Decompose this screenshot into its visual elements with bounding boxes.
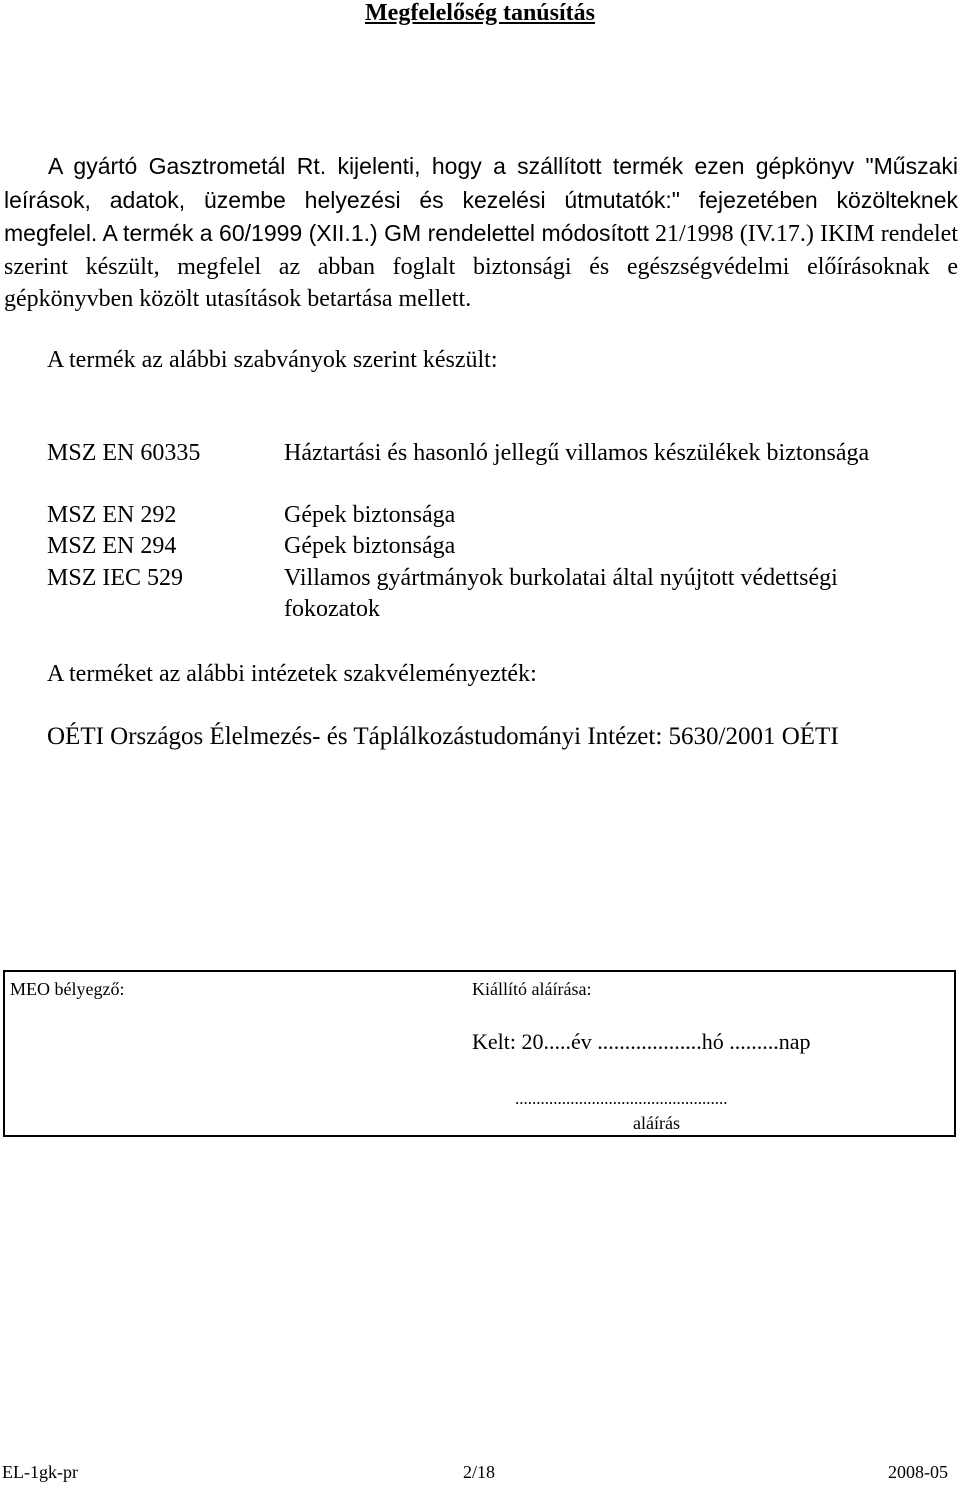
- standard-code: MSZ EN 292: [47, 502, 177, 528]
- standard-description: Gépek biztonsága: [284, 502, 456, 528]
- standard-code: MSZ EN 294: [47, 533, 177, 559]
- date-line: Kelt: 20.....év ...................hó .........nap: [472, 1029, 811, 1054]
- footer-doc-code: EL-1gk-pr: [2, 1462, 78, 1482]
- standard-code: MSZ IEC 529: [47, 565, 184, 591]
- signature-label: aláírás: [633, 1113, 680, 1133]
- standard-code: MSZ EN 60335: [47, 440, 201, 466]
- stamp-signature-box: [3, 970, 956, 1137]
- document-title: Megfelelőség tanúsítás: [365, 0, 595, 26]
- footer-date: 2008-05: [888, 1462, 948, 1482]
- institute-line: OÉTI Országos Élelmezés- és Táplálkozástudományi Intézet: 5630/2001 OÉTI: [47, 723, 839, 750]
- signature-line: ..................................................: [515, 1089, 728, 1108]
- standard-description: Háztartási és hasonló jellegű villamos készülékek biztonsága: [284, 440, 870, 466]
- standard-description: Gépek biztonsága: [284, 533, 456, 559]
- institutes-heading: A terméket az alábbi intézetek szakvéleményezték:: [47, 661, 537, 687]
- standard-description: Villamos gyártmányok burkolatai által nyújtott védettségi fokozatok: [284, 565, 838, 622]
- intro-paragraph: [4, 150, 958, 316]
- issuer-signature-label: Kiállító aláírása:: [472, 979, 592, 999]
- standards-heading: A termék az alábbi szabványok szerint készült:: [47, 347, 498, 373]
- footer-page-number: 2/18: [463, 1462, 496, 1482]
- meo-stamp-label: MEO bélyegző:: [10, 979, 125, 999]
- intro-rest-text: 21/1998 (IV.17.) IKIM rendelet szerint készült, megfelel az abban foglalt biztonsági és egészségvédelmi előírásoknak e gépkönyvben közölt utasítások betartása mellett.: [4, 221, 959, 312]
- intro-lead-text: A gyártó Gasztrometál Rt. kijelenti, hogy a szállított termék ezen gépkönyv "Műszaki leírások, adatok, üzembe helyezési és kezelési útmutatók:" fejezetében közölteknek megfelel. A termék a 60/1999 (XII.1.) GM rendelettel módosított: [4, 153, 958, 246]
